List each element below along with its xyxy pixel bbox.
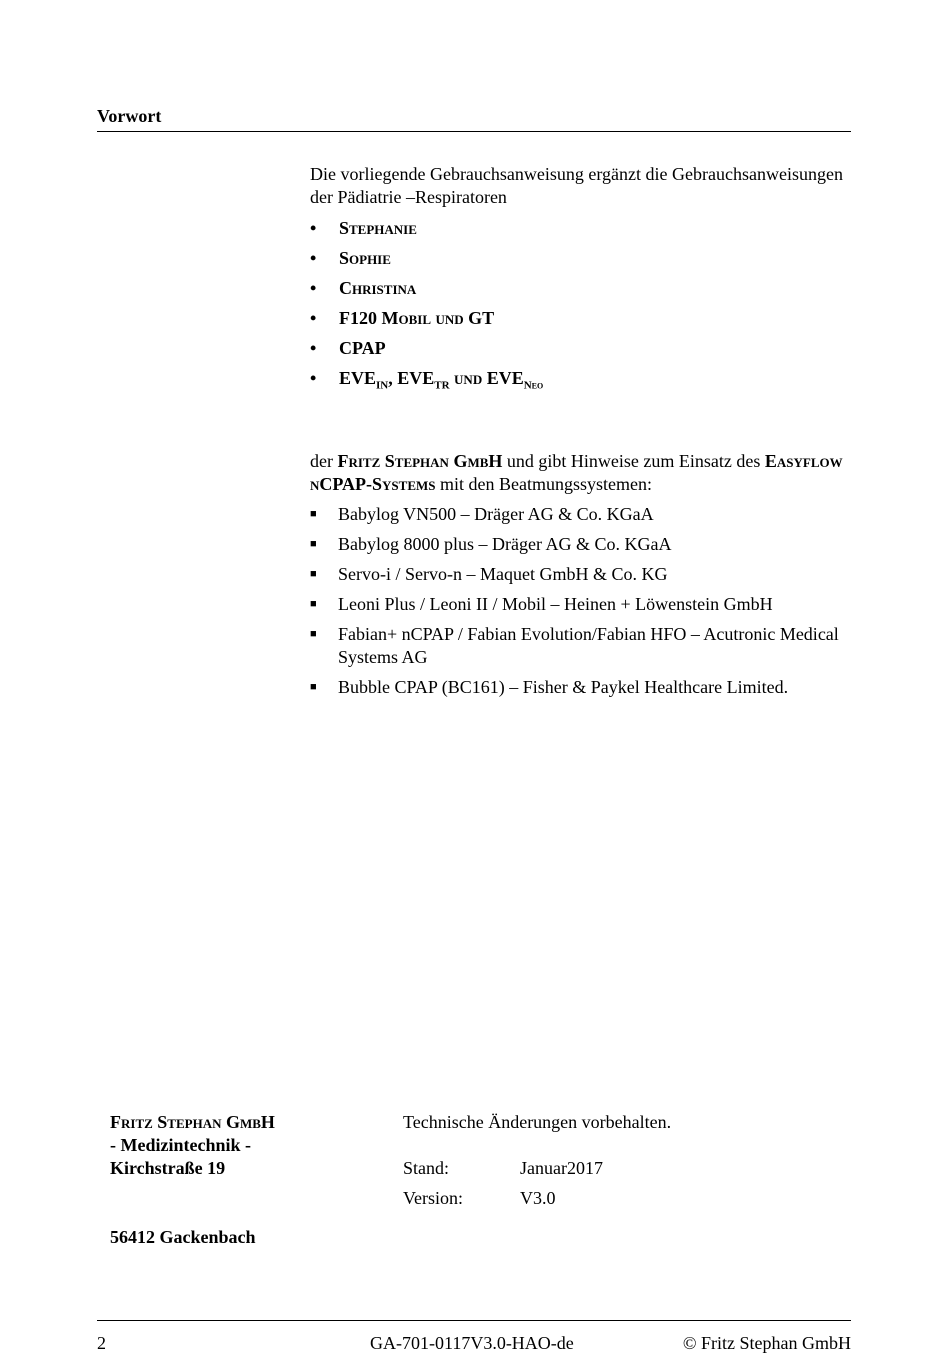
address-street: Kirchstraße 19 [110, 1158, 226, 1178]
company-address [110, 1111, 370, 1249]
copyright: © Fritz Stephan GmbH [682, 1333, 851, 1353]
list-item-eve: • $EVE_{IN}$, $EVE_{TR}$ und $EVE_{Neo}$ [310, 368, 544, 392]
header-divider [97, 131, 851, 132]
list-item: ■ Servo-i / Servo-n – Maquet GmbH & Co. KG [310, 564, 668, 584]
document-id: GA-701-0117V3.0-HAO-de [370, 1333, 574, 1353]
version-row [403, 1187, 843, 1210]
ventilation-systems-list [310, 503, 855, 699]
document-info [403, 1111, 843, 1210]
product-list [310, 217, 855, 390]
main-content [310, 163, 855, 706]
address-city: 56412 Gackenbach [110, 1227, 256, 1247]
stand-row [403, 1157, 843, 1180]
version-value: V3.0 [520, 1188, 556, 1208]
footer-divider [97, 1320, 851, 1321]
list-item: ■ Fabian+ nCPAP / Fabian Evolution/Fabian HFO – Acutronic Medical Systems AG [310, 624, 839, 667]
intro-paragraph: Die vorliegende Gebrauchsanweisung ergänzt die Gebrauchsanweisungen der Pädiatrie –Respiratoren [310, 164, 843, 207]
list-item: ■ Bubble CPAP (BC161) – Fisher & Paykel Healthcare Limited. [310, 677, 789, 697]
stand-label: Stand: [403, 1158, 450, 1178]
page-title: Vorwort [97, 106, 162, 126]
disclaimer: Technische Änderungen vorbehalten. [403, 1112, 672, 1132]
list-item: • Stephanie [310, 218, 417, 238]
list-item: ■ Leoni Plus / Leoni II / Mobil – Heinen + Löwenstein GmbH [310, 594, 773, 614]
address-company: Fritz Stephan GmbH [110, 1112, 275, 1132]
version-label: Version: [403, 1188, 463, 1208]
list-item: • F120 Mobil und GT [310, 308, 495, 328]
systems-paragraph: der Fritz Stephan GmbH und gibt Hinweise zum Einsatz des Easyflow nCPAP-Systems mit den Beatmungssystemen: [310, 451, 843, 494]
address-department: - Medizintechnik - [110, 1135, 251, 1155]
list-item: • Sophie [310, 248, 391, 268]
list-item: • CPAP [310, 338, 386, 358]
list-item: ■ Babylog VN500 – Dräger AG & Co. KGaA [310, 504, 654, 524]
list-item: • Christina [310, 278, 417, 298]
stand-value: Januar2017 [520, 1158, 603, 1178]
list-item: ■ Babylog 8000 plus – Dräger AG & Co. KGaA [310, 534, 672, 554]
page-number: 2 [97, 1333, 106, 1353]
